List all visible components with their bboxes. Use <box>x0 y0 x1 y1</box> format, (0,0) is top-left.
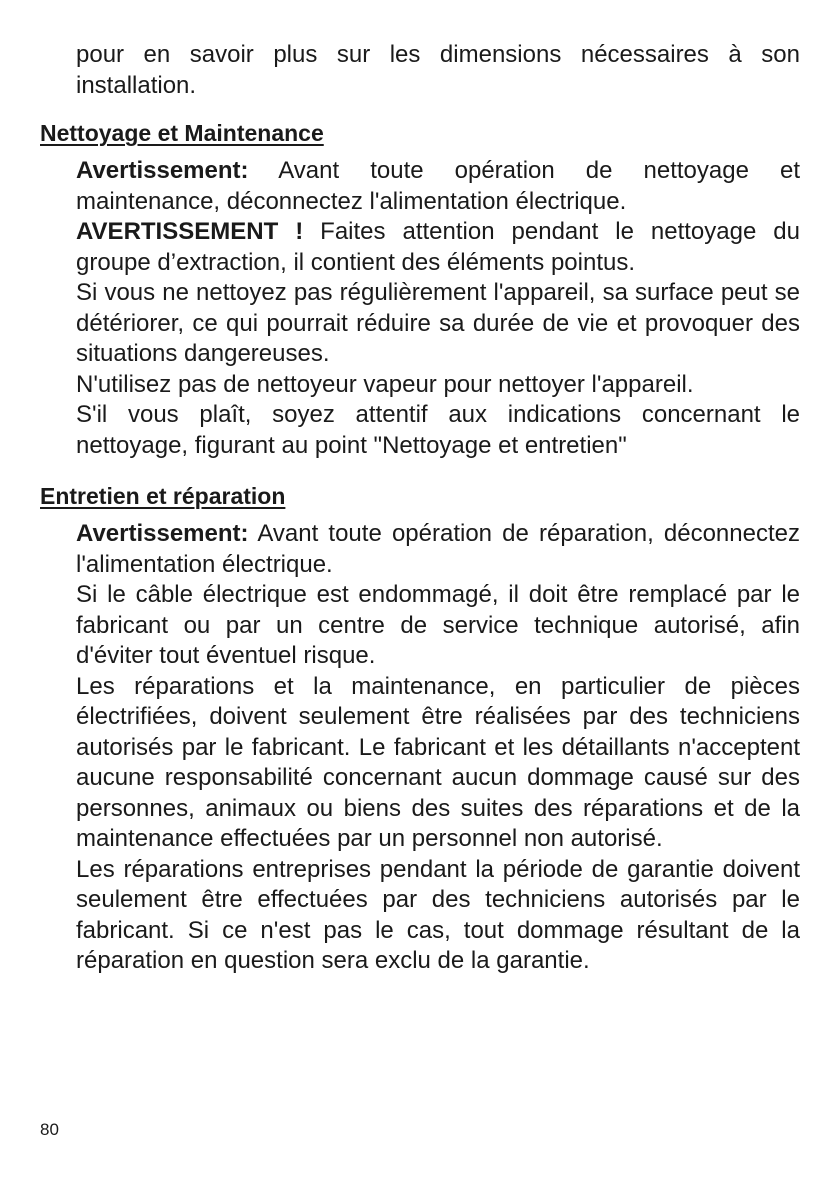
paragraph-text: Les réparations et la maintenance, en particulier de pièces électrifiées, doivent seulement être réalisées par des techniciens autorisés par le fabricant. Le fabricant et les détaillants n'acceptent aucune responsabilité concernant aucun dommage causé sur des personnes, animaux ou biens des suites des réparations et de la maintenance effectuées par un personnel non autorisé. <box>76 672 800 852</box>
section-heading-cleaning: Nettoyage et Maintenance <box>40 120 324 146</box>
paragraph-text: Les réparations entreprises pendant la période de garantie doivent seulement être effectuées par des techniciens autorisés par le fabricant. Si ce n'est pas le cas, tout dommage résultant de la réparation en question sera exclu de la garantie. <box>76 855 800 974</box>
cleaning-regular-paragraph <box>76 278 800 370</box>
page-number: 80 <box>40 1120 59 1139</box>
intro-block <box>76 40 800 101</box>
warning-lead: Avertissement: <box>76 520 249 547</box>
repair-warning-paragraph <box>76 519 800 580</box>
cleaning-steam-paragraph <box>76 370 800 401</box>
cleaning-caution-paragraph <box>76 217 800 278</box>
repair-technicians-paragraph <box>76 672 800 855</box>
cleaning-warning-paragraph <box>76 156 800 217</box>
paragraph-text: N'utilisez pas de nettoyeur vapeur pour nettoyer l'appareil. <box>76 370 694 398</box>
section-body-repair <box>76 519 800 977</box>
intro-paragraph <box>76 40 800 101</box>
warning-text: Faites attention pendant le nettoyage du groupe d’extraction, il contient des éléments pointus. <box>76 218 800 276</box>
section-heading-repair: Entretien et réparation <box>40 483 286 509</box>
cleaning-reference-paragraph <box>76 400 800 461</box>
section-body-cleaning <box>76 156 800 461</box>
repair-cable-paragraph <box>76 580 800 672</box>
paragraph-text: Si vous ne nettoyez pas régulièrement l'appareil, sa surface peut se détériorer, ce qui pourrait réduire sa durée de vie et provoquer des situations dangereuses. <box>76 279 800 367</box>
warning-text: Avant toute opération de nettoyage et maintenance, déconnectez l'alimentation électrique. <box>76 157 800 215</box>
paragraph-text: S'il vous plaît, soyez attentif aux indications concernant le nettoyage, figurant au point "Nettoyage et entretien" <box>76 401 800 459</box>
intro-text: pour en savoir plus sur les dimensions nécessaires à son installation. <box>76 41 800 99</box>
paragraph-text: Si le câble électrique est endommagé, il doit être remplacé par le fabricant ou par un centre de service technique autorisé, afin d'éviter tout éventuel risque. <box>76 581 800 669</box>
repair-warranty-paragraph <box>76 855 800 977</box>
warning-text: Avant toute opération de réparation, déconnectez l'alimentation électrique. <box>76 520 800 578</box>
warning-lead: Avertissement: <box>76 157 249 184</box>
warning-lead: AVERTISSEMENT ! <box>76 218 304 245</box>
